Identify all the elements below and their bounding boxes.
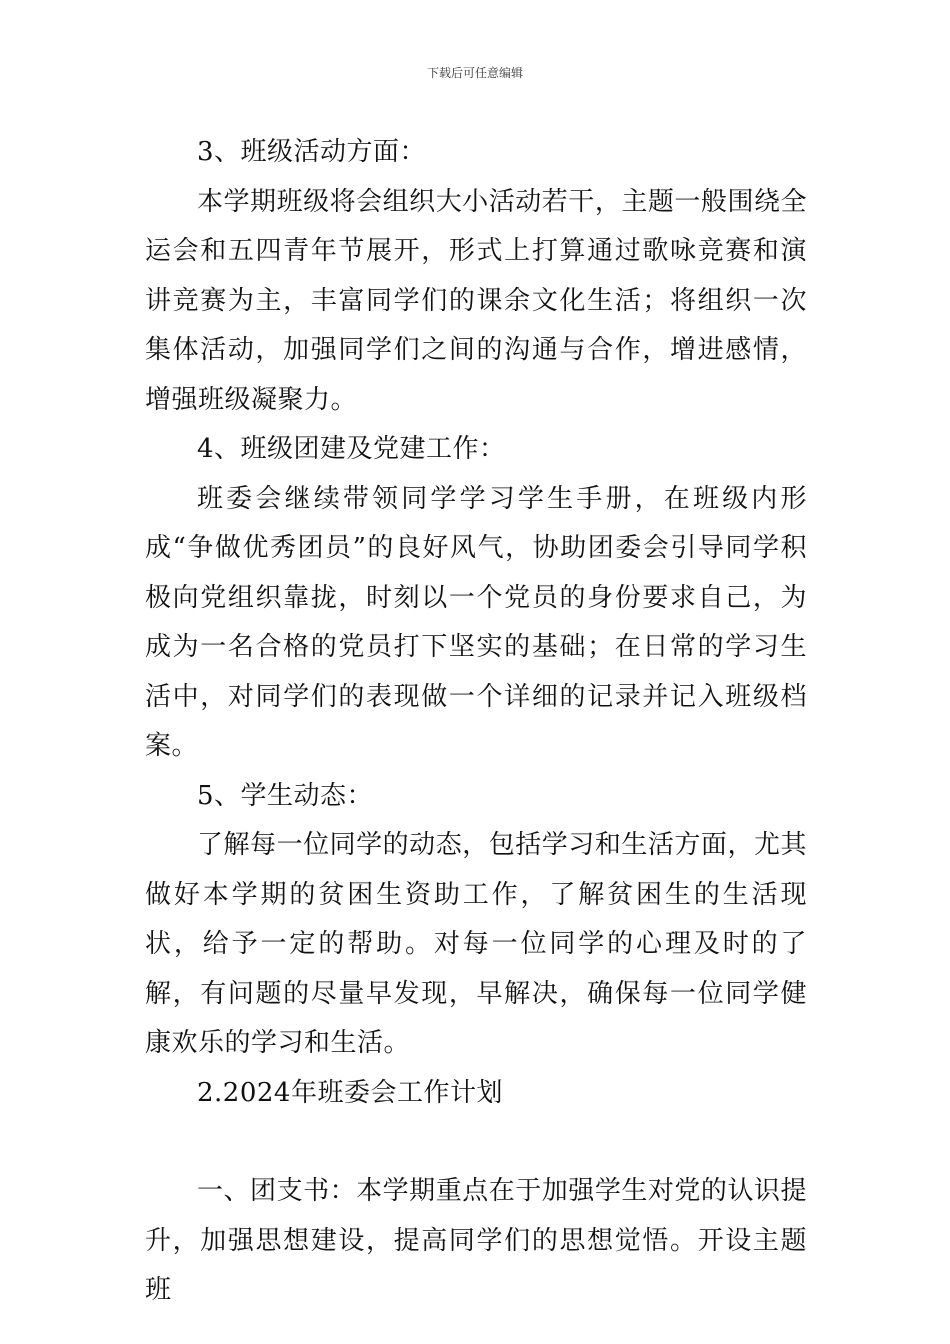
paragraph-student-dynamics: 了解每一位同学的动态，包括学习和生活方面，尤其做好本学期的贫困生资助工作，了解贫困生的生活现状，给予一定的帮助。对每一位同学的心理及时的了解，有问题的尽量早发现，早解决，确保每一位同学健康欢乐的学习和生活。	[145, 830, 807, 1058]
section-heading-student-dynamics: 5、学生动态：	[197, 780, 374, 811]
paragraph-class-activities: 本学期班级将会组织大小活动若干，主题一般围绕全运会和五四青年节展开，形式上打算通过歌咏竞赛和演讲竞赛为主，丰富同学们的课余文化生活；将组织一次集体活动，加强同学们之间的沟通与合作，增进感情，增强班级凝聚力。	[145, 186, 807, 415]
section-heading-party-league: 4、班级团建及党建工作：	[197, 434, 506, 464]
page-header: 下载后可任意编辑	[426, 66, 523, 80]
blank-line	[145, 1118, 807, 1167]
document-subtitle: 2.2024年班委会工作计划	[197, 1077, 503, 1108]
paragraph-league-secretary: 一、团支书：本学期重点在于加强学生对党的认识提升，加强思想建设，提高同学们的思想觉悟。开设主题班	[145, 1176, 807, 1305]
section-heading-class-activities: 3、班级活动方面：	[197, 137, 427, 167]
document-body	[145, 128, 807, 1316]
paragraph-party-league: 班委会继续带领同学学习学生手册，在班级内形成“争做优秀团员”的良好风气，协助团委会引导同学积极向党组织靠拢，时刻以一个党员的身份要求自己，为成为一名合格的党员打下坚实的基础；在日常的学习生活中，对同学们的表现做一个详细的记录并记入班级档案。	[145, 483, 807, 761]
